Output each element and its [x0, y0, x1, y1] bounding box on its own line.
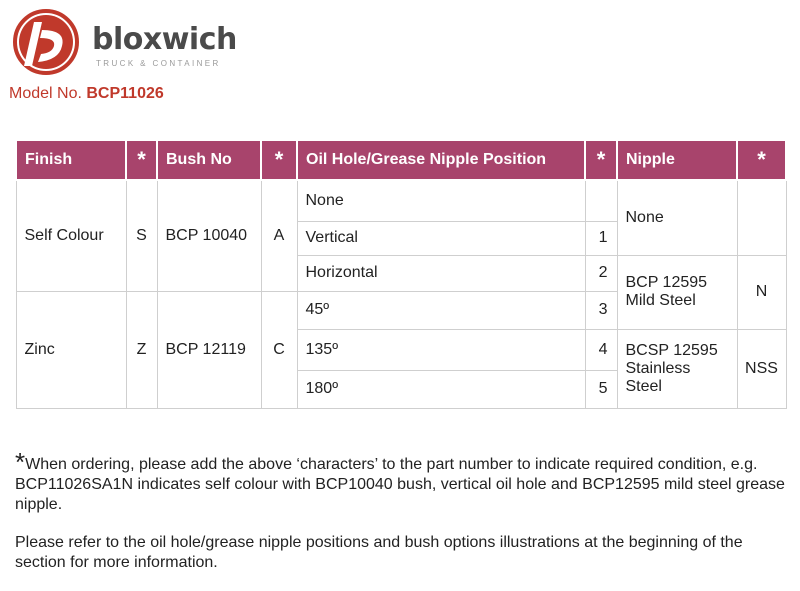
position-name: 45º	[297, 291, 585, 329]
bush-name: BCP 12119	[157, 291, 261, 408]
finish-name: Zinc	[16, 291, 126, 408]
bloxwich-logo-icon	[12, 8, 82, 78]
brand-logo	[12, 8, 237, 78]
position-code: 4	[585, 329, 617, 370]
nipple-code: NSS	[737, 329, 786, 408]
position-code: 1	[585, 221, 617, 255]
nipple-line: Mild Steel	[625, 292, 696, 310]
model-number	[9, 85, 164, 103]
reference-note: Please refer to the oil hole/grease nipple positions and bush options illustrations at the beginning of the section for more information.	[15, 534, 743, 571]
position-name: Vertical	[297, 221, 585, 255]
finish-code: Z	[126, 291, 157, 408]
nipple-name	[617, 255, 737, 329]
brand-tagline: TRUCK & CONTAINER	[96, 59, 221, 68]
header-nipple-code: *	[737, 141, 786, 180]
note-star: *	[15, 447, 26, 477]
note-text: When ordering, please add the above ‘characters’ to the part number to indicate required condition, e.g. BCP11026SA1N indicates self colour with BCP10040 bush, vertical oil hole and BCP12595 mild steel grease nipple.	[15, 456, 785, 513]
bush-code: C	[261, 291, 297, 408]
nipple-line: Stainless	[625, 359, 691, 377]
header-finish: Finish	[16, 141, 126, 180]
header-nipple: Nipple	[617, 141, 737, 180]
nipple-line: BCSP 12595	[625, 341, 718, 359]
bush-code: A	[261, 180, 297, 291]
position-code: 5	[585, 370, 617, 408]
nipple-code: N	[737, 255, 786, 329]
table-row	[16, 180, 786, 221]
header-position: Oil Hole/Grease Nipple Position	[297, 141, 585, 180]
brand-name: bloxwich	[92, 22, 237, 57]
ordering-note	[15, 447, 790, 515]
model-label: Model No.	[9, 85, 82, 102]
position-code: 3	[585, 291, 617, 329]
nipple-code	[737, 180, 786, 255]
position-name: None	[297, 180, 585, 221]
nipple-line: Steel	[625, 377, 662, 395]
ordering-notes	[15, 447, 790, 591]
header-bush: Bush No	[157, 141, 261, 180]
header-finish-code: *	[126, 141, 157, 180]
table-header-row	[16, 141, 786, 180]
bush-name: BCP 10040	[157, 180, 261, 291]
position-name: 180º	[297, 370, 585, 408]
model-code: BCP11026	[86, 85, 164, 102]
position-code	[585, 180, 617, 221]
nipple-name	[617, 329, 737, 408]
finish-code: S	[126, 180, 157, 291]
options-table	[15, 141, 785, 409]
finish-name: Self Colour	[16, 180, 126, 291]
position-name: Horizontal	[297, 255, 585, 291]
header-position-code: *	[585, 141, 617, 180]
position-code: 2	[585, 255, 617, 291]
nipple-name: None	[617, 180, 737, 255]
header-bush-code: *	[261, 141, 297, 180]
nipple-line: BCP 12595	[625, 274, 708, 292]
position-name: 135º	[297, 329, 585, 370]
